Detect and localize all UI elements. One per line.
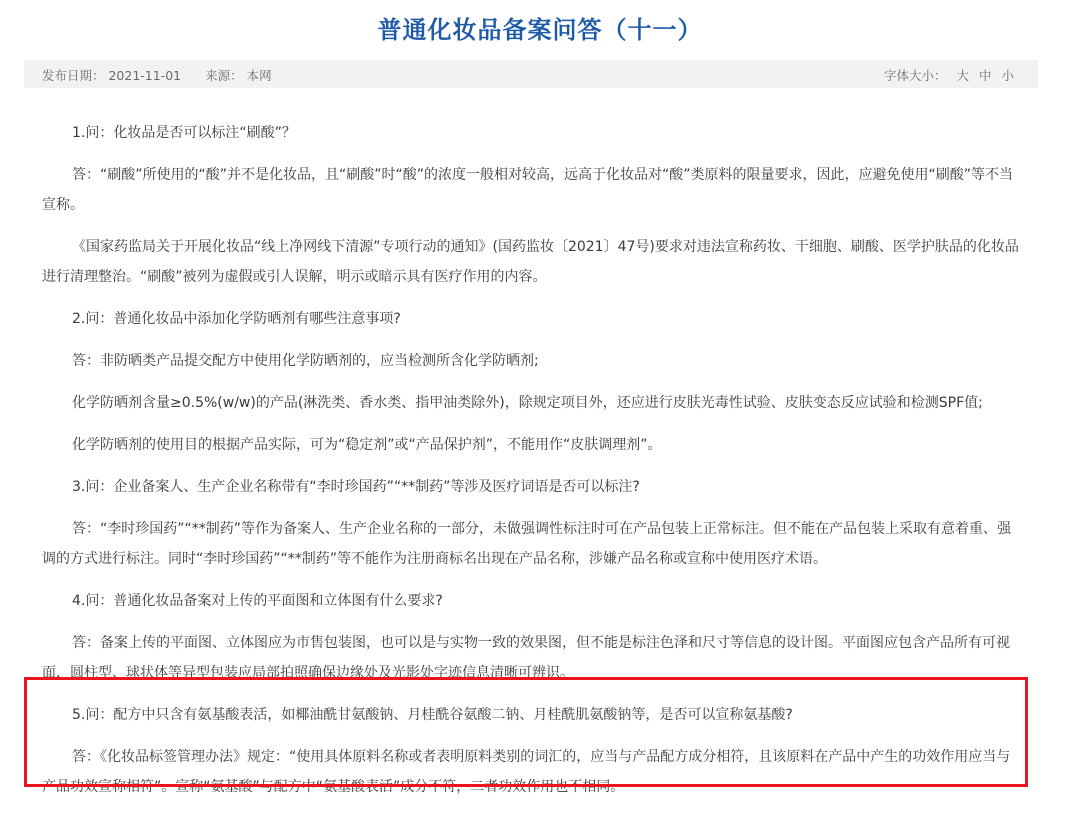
answer-2-detail: 化学防晒剂含量≥0.5%(w/w)的产品(淋洗类、香水类、指甲油类除外)，除规定项目外，还应进行皮肤光毒性试验、皮肤变态反应试验和检测SPF值; bbox=[72, 395, 983, 411]
question-1: 1.问：化妆品是否可以标注“刷酸”？ bbox=[72, 125, 296, 141]
article-source: 来源： 本网 bbox=[205, 68, 272, 83]
highlight-box bbox=[24, 677, 1028, 787]
question-5: 5.问：配方中只含有氨基酸表活，如椰油酰甘氨酸钠、月桂酰谷氨酸二钠、月桂酰肌氨酸钠等，是否可以宣称氨基酸? bbox=[72, 707, 793, 723]
article-meta-bar bbox=[24, 60, 1038, 88]
font-size-small-link[interactable]: 小 bbox=[1001, 68, 1014, 83]
answer-1: 答：“刷酸”所使用的“酸”并不是化妆品，且“刷酸”时“酸”的浓度一般相对较高，远高于化妆品对“酸”类原料的限量要求，因此，应避免使用“刷酸”等不当宣称。 bbox=[42, 167, 1014, 213]
font-size-label: 字体大小： bbox=[883, 68, 947, 83]
question-3: 3.问：企业备案人、生产企业名称带有“李时珍国药”“**制药”等涉及医疗词语是否可以标注? bbox=[72, 479, 640, 495]
font-size-switcher bbox=[884, 66, 1014, 84]
question-4: 4.问：普通化妆品备案对上传的平面图和立体图有什么要求? bbox=[72, 593, 443, 609]
answer-5: 答：《化妆品标签管理办法》规定：“使用具体原料名称或者表明原料类别的词汇的，应当与产品配方成分相符，且该原料在产品中产生的功效作用应当与产品功效宣称相符”。宣称“氨基酸”与配方中“氨基酸表活”成分不符，二者功效作用也不相同。 bbox=[42, 749, 1011, 795]
question-2: 2.问：普通化妆品中添加化学防晒剂有哪些注意事项? bbox=[72, 311, 401, 327]
answer-3: 答：“李时珍国药”“**制药”等作为备案人、生产企业名称的一部分，未做强调性标注时可在产品包装上正常标注。但不能在产品包装上采取有意着重、强调的方式进行标注。同时“李时珍国药”“**制药”等不能作为注册商标名出现在产品名称，涉嫌产品名称或宣称中使用医疗术语。 bbox=[42, 521, 1012, 567]
answer-1-note: 《国家药监局关于开展化妆品“线上净网线下清源”专项行动的通知》(国药监妆〔2021〕47号)要求对违法宣称药妆、干细胞、刷酸、医学护肤品的化妆品进行清理整治。“刷酸”被列为虚假或引人误解，明示或暗示具有医疗作用的内容。 bbox=[42, 239, 1019, 285]
answer-4: 答：备案上传的平面图、立体图应为市售包装图，也可以是与实物一致的效果图，但不能是标注色泽和尺寸等信息的设计图。平面图应包含产品所有可视面，圆柱型、球状体等异型包装应局部拍照确保边缘处及光影处字迹信息清晰可辨识。 bbox=[42, 635, 1010, 681]
answer-2: 答：非防晒类产品提交配方中使用化学防晒剂的，应当检测所含化学防晒剂; bbox=[72, 353, 539, 369]
publish-date: 发布日期： 2021-11-01 bbox=[42, 68, 182, 83]
article-title: 普通化妆品备案问答（十一） bbox=[377, 16, 703, 44]
font-size-large-link[interactable]: 大 bbox=[956, 68, 969, 83]
font-size-medium-link[interactable]: 中 bbox=[978, 68, 992, 83]
answer-2-purpose: 化学防晒剂的使用目的根据产品实际，可为“稳定剂”或“产品保护剂”，不能用作“皮肤调理剂”。 bbox=[72, 437, 662, 453]
meta-left bbox=[42, 66, 292, 84]
